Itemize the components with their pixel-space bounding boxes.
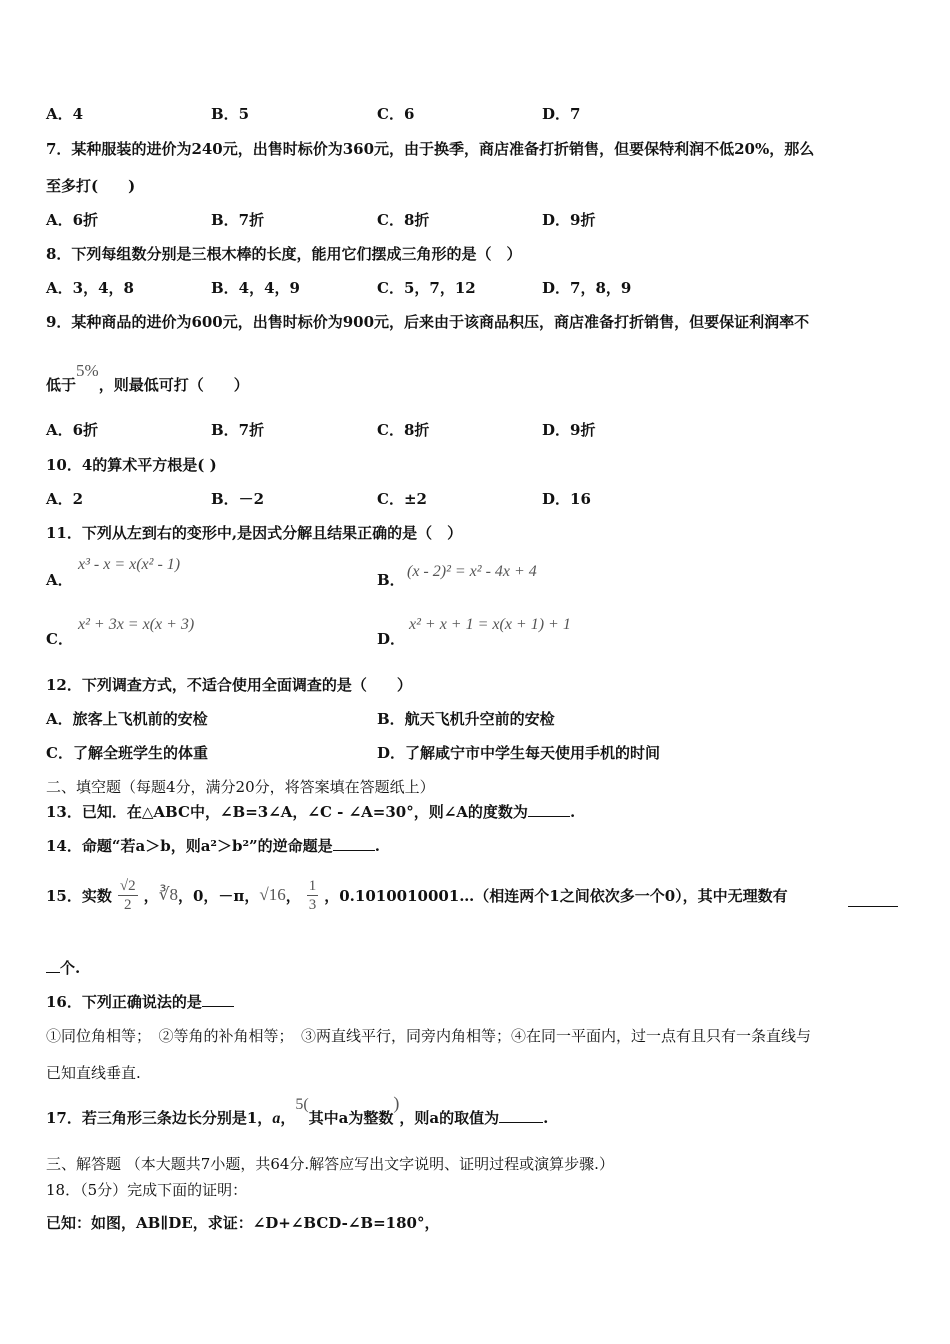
q10-stem: 10．4的算术平方根是( ) bbox=[46, 456, 217, 474]
q8-option-a: A．3，4，8 bbox=[46, 279, 134, 297]
q13-stem: 13．已知．在△ABC中，∠B=3∠A，∠C - ∠A=30°，则∠A的度数为 . bbox=[46, 803, 576, 821]
q11-option-d-label: D． bbox=[377, 630, 406, 648]
q11-stem: 11．下列从左到右的变形中,是因式分解且结果正确的是（ ） bbox=[46, 524, 463, 542]
q8-option-b: B．4，4，9 bbox=[211, 279, 300, 297]
q6-option-d: D．7 bbox=[542, 105, 581, 123]
q10-option-d: D．16 bbox=[542, 490, 591, 508]
q11-option-a-label: A． bbox=[46, 571, 73, 589]
q8-stem: 8．下列每组数分别是三根木棒的长度，能用它们摆成三角形的是（ ） bbox=[46, 245, 522, 263]
q7-option-d: D．9折 bbox=[542, 211, 596, 229]
q13-answer-blank bbox=[528, 816, 570, 817]
q10-option-c: C．±2 bbox=[377, 490, 427, 508]
q15-frac2-numerator: 1 bbox=[308, 877, 317, 894]
q11-option-b-expr: (x - 2)² = x² - 4x + 4 bbox=[407, 563, 537, 580]
q6-option-b: B．5 bbox=[211, 105, 250, 123]
q9-text-pre: 低于 bbox=[46, 376, 77, 394]
q11-option-a-expr: x³ - x = x(x² - 1) bbox=[78, 556, 181, 573]
q16-statements-cont: 已知直线垂直. bbox=[46, 1064, 141, 1082]
q7-option-b: B．7折 bbox=[211, 211, 265, 229]
q15-frac1-numerator: √2 bbox=[119, 877, 136, 894]
q11-option-c-label: C． bbox=[46, 630, 73, 648]
q13-text: 13．已知．在△ABC中，∠B=3∠A，∠C - ∠A=30°，则∠A的度数为 bbox=[46, 803, 528, 821]
q9-option-b: B．7折 bbox=[211, 421, 265, 439]
q8-option-c: C．5，7，12 bbox=[377, 279, 476, 297]
q9-percent: 5% bbox=[76, 361, 99, 380]
q15-frac2-denominator: 3 bbox=[308, 896, 317, 913]
q15-frac1-denominator: 2 bbox=[123, 896, 132, 913]
q9-option-a: A．6折 bbox=[46, 421, 99, 439]
q14-stem: 14．命题“若a＞b，则a²＞b²”的逆命题是 . bbox=[46, 837, 380, 855]
q17-text-post: ，则a的取值为 bbox=[399, 1109, 500, 1127]
q17-answer-blank bbox=[499, 1122, 543, 1123]
q10-option-a: A．2 bbox=[46, 490, 84, 508]
q12-stem: 12．下列调查方式，不适合使用全面调查的是（ ） bbox=[46, 676, 412, 694]
q6-option-c: C．6 bbox=[377, 105, 415, 123]
q9-option-c: C．8折 bbox=[377, 421, 430, 439]
q18-stem: 18．（5分）完成下面的证明： bbox=[46, 1181, 248, 1199]
section-3-heading: 三、解答题 （本大题共7小题，共64分.解答应写出文字说明、证明过程或演算步骤.） bbox=[46, 1155, 614, 1173]
q12-option-b: B．航天飞机升空前的安检 bbox=[377, 710, 555, 728]
q15-fraction-sqrt2-over-2 bbox=[118, 877, 138, 914]
q11-option-c-expr: x² + 3x = x(x + 3) bbox=[78, 616, 195, 633]
q8-option-d: D．7，8，9 bbox=[542, 279, 632, 297]
q9-stem: 9．某种商品的进价为600元，出售时标价为900元，后来由于该商品积压，商店准备打折销售，但要保证利润率不 bbox=[46, 313, 810, 331]
q15-sqrt-16: √16 bbox=[259, 885, 286, 904]
q14-text: 14．命题“若a＞b，则a²＞b²”的逆命题是 bbox=[46, 837, 333, 855]
q17-variable-a: a bbox=[272, 1110, 281, 1127]
q7-stem: 7．某种服装的进价为240元，出售时标价为360元，由于换季，商店准备打折销售，但要保特利润不低20%，那么 bbox=[46, 140, 815, 158]
q15-text-post: ，0.1010010001…（相连两个1之间依次多一个0），其中无理数有 bbox=[324, 886, 788, 905]
q7-option-c: C．8折 bbox=[377, 211, 430, 229]
q11-option-b-label: B． bbox=[377, 571, 405, 589]
q15-stem: 15．实数 $\frac{√2}{2}$ ， ∛8 ，0，－π， √16 ， $\frac{1}{3}$ ，0.1010010001…（相连两个1之间依次多一个0），其中无理数有 bbox=[46, 877, 788, 913]
q15-stem-cont bbox=[46, 957, 80, 978]
q12-option-a: A．旅客上飞机前的安检 bbox=[46, 710, 208, 728]
q15-cube-root-8: ∛8 bbox=[158, 885, 178, 904]
q7-option-a: A．6折 bbox=[46, 211, 99, 229]
q17-text-mid: 其中a为整数 bbox=[308, 1109, 394, 1127]
q15-text-line2: 个. bbox=[60, 959, 81, 977]
q9-option-d: D．9折 bbox=[542, 421, 596, 439]
q15-text-pre: 15．实数 bbox=[46, 886, 112, 905]
q9-stem-cont bbox=[46, 360, 249, 394]
q15-answer-blank bbox=[848, 888, 898, 907]
q14-answer-blank bbox=[333, 850, 375, 851]
q6-option-a: A．4 bbox=[46, 105, 84, 123]
q15-answer-blank-cont bbox=[46, 972, 60, 973]
q12-option-c: C．了解全班学生的体重 bbox=[46, 744, 208, 762]
q16-text: 16．下列正确说法的是 bbox=[46, 993, 202, 1011]
q16-stem bbox=[46, 991, 234, 1012]
q16-answer-blank bbox=[202, 1006, 234, 1007]
q17-text-pre: 17．若三角形三条边长分别是1， bbox=[46, 1109, 273, 1127]
q17-stem: 17．若三角形三条边长分别是1，a，5(其中a为整数)，则a的取值为 . bbox=[46, 1093, 549, 1127]
q15-text-mid: ，0，－π， bbox=[177, 886, 260, 905]
q15-fraction-1-over-3 bbox=[307, 877, 319, 914]
q16-statements: ①同位角相等； ②等角的补角相等； ③两直线平行，同旁内角相等；④在同一平面内，过一点有且只有一条直线与 bbox=[46, 1027, 812, 1045]
q7-stem-cont: 至多打( ) bbox=[46, 177, 136, 195]
q18-given: 已知：如图，AB∥DE，求证：∠D+∠BCD-∠B=180°， bbox=[46, 1214, 440, 1232]
q12-option-d: D．了解咸宁市中学生每天使用手机的时间 bbox=[377, 744, 661, 762]
q9-text-post: ，则最低可打（ ） bbox=[98, 376, 249, 394]
q10-option-b: B．－2 bbox=[211, 490, 265, 508]
q17-close-paren: ) bbox=[393, 1093, 400, 1113]
section-2-heading: 二、填空题（每题4分，满分20分，将答案填在答题纸上） bbox=[46, 778, 435, 796]
q11-option-d-expr: x² + x + 1 = x(x + 1) + 1 bbox=[409, 616, 571, 633]
q17-superscript-expr: 5( bbox=[295, 1096, 309, 1113]
